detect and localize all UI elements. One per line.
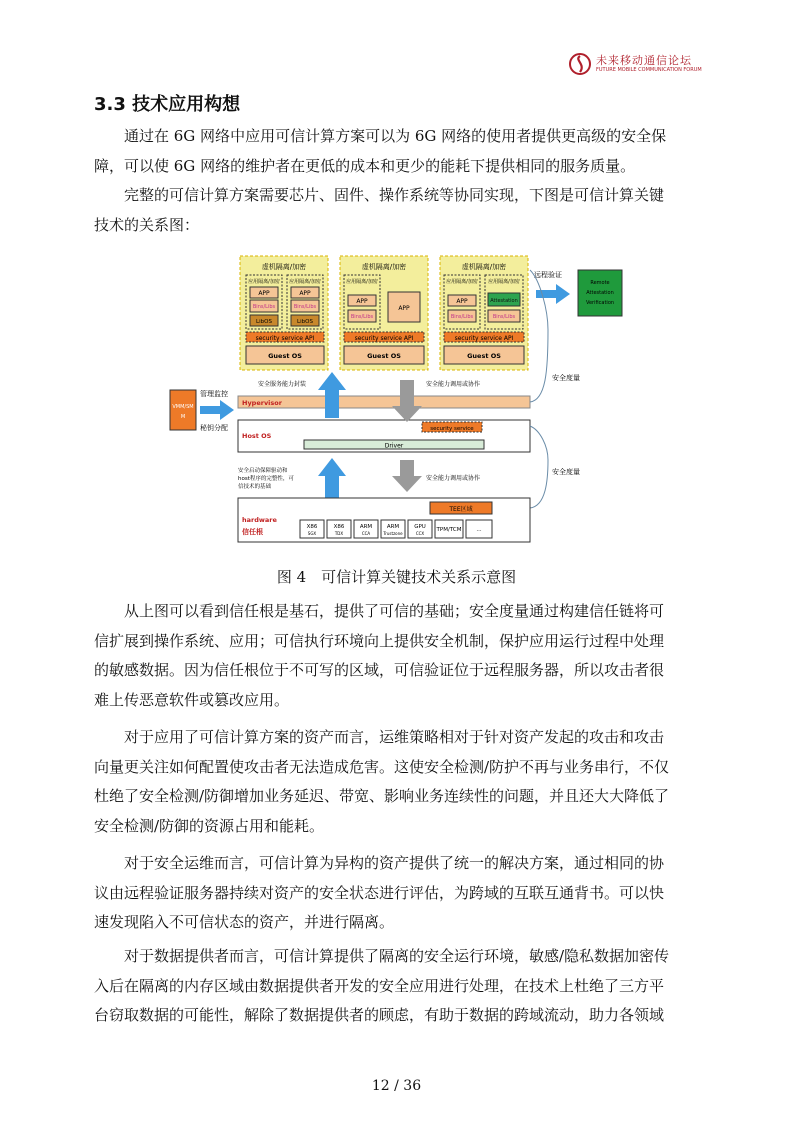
- app-label: APP: [258, 290, 270, 297]
- paragraph-3: [94, 597, 700, 715]
- page-number: 12 / 36: [371, 1078, 422, 1094]
- paragraph-line: 向量更关注如何配置使攻击者无法造成危害。这使安全检测/防护不再与业务串行，不仅: [94, 757, 670, 776]
- up-arrow-lower: [318, 458, 346, 500]
- vm-box-3: [440, 256, 528, 370]
- paragraph-line: 速发现陷入不可信状态的资产，并进行隔离。: [94, 913, 395, 931]
- vm-title: 虚机隔离/加密: [461, 263, 507, 271]
- paragraph-2: [94, 181, 700, 240]
- paragraph-line: 从上图可以看到信任根是基石，提供了可信的基础；安全度量通过构建信任链将可: [124, 602, 665, 620]
- measure-line-upper: [530, 270, 548, 402]
- app-label: APP: [456, 298, 468, 305]
- chip-name: X86: [306, 524, 318, 530]
- app-isolation-label: 应用隔离/加密: [446, 279, 478, 285]
- security-service-api: security service API: [255, 335, 315, 342]
- chip-name: X86: [333, 524, 345, 530]
- measure-line-lower: [530, 426, 548, 508]
- app-isolation-label: 应用隔离/加密: [346, 279, 378, 285]
- driver-label: Driver: [384, 442, 404, 450]
- paragraph-line: 对于应用了可信计算方案的资产而言，运维策略相对于针对资产发起的攻击和攻击: [124, 728, 665, 746]
- trusted-computing-diagram: [168, 250, 624, 546]
- logo-text-en: FUTURE MOBILE COMMUNICATION FORUM: [596, 67, 702, 73]
- tee-label: TEE区域: [449, 506, 473, 513]
- sec-call-label-lower: 安全能力调用或协作: [426, 475, 481, 482]
- boot-note-line: host程序的完整性，可: [238, 476, 294, 482]
- security-service-api: security service API: [354, 335, 414, 342]
- chip-sub: SGX: [307, 531, 317, 536]
- sec-measure-label-lower: 安全度量: [552, 468, 580, 476]
- vm-title: 虚机隔离/加密: [361, 263, 407, 271]
- hardware-label: hardware: [242, 516, 277, 524]
- remote-box-line: Remote: [590, 280, 610, 286]
- chip-name: ARM: [359, 524, 373, 530]
- logo-text-cn: 未来移动通信论坛: [596, 54, 692, 67]
- paragraph-1: [94, 122, 700, 181]
- vm-box-1: [240, 256, 328, 370]
- security-service-api: security service API: [454, 335, 514, 342]
- paragraph-6: [94, 942, 700, 1031]
- paragraph-line: 信扩展到操作系统、应用；可信执行环境向上提供安全机制，保护应用运行过程中处理: [94, 631, 665, 650]
- paragraph-line: 安全检测/防御的资源占用和能耗。: [94, 816, 325, 835]
- chip-sub: CCX: [415, 531, 425, 536]
- remote-box-line: Verification: [585, 300, 615, 306]
- down-arrow-lower: [392, 460, 422, 492]
- paragraph-line: 障，可以使 6G 网络的维护者在更低的成本和更少的能耗下提供相同的服务质量。: [94, 156, 636, 175]
- paragraph-line: 台窃取数据的可能性，解除了数据提供者的顾虑，有助于数据的跨域流动，助力各领域: [94, 1006, 665, 1024]
- boot-note-line: 安全启动保障驱动和: [238, 468, 288, 474]
- up-arrow-upper: [318, 372, 346, 418]
- paragraph-5: [94, 849, 700, 938]
- sec-measure-label: 安全度量: [552, 374, 580, 382]
- bins-libs-label: Bins/Libs: [252, 304, 276, 310]
- vm-title: 虚机隔离/加密: [261, 263, 307, 271]
- bins-libs-label: Bins/Libs: [492, 314, 516, 320]
- attestation-label: Attestation: [490, 298, 518, 304]
- vmm-box: [170, 390, 196, 430]
- forum-logo: [568, 52, 708, 80]
- hypervisor-label: Hypervisor: [242, 399, 282, 407]
- guest-os-label: Guest OS: [268, 352, 302, 360]
- paragraph-line: 对于安全运维而言，可信计算为异构的资产提供了统一的解决方案，通过相同的协: [124, 854, 665, 872]
- libos-label: LibOS: [256, 319, 272, 325]
- app-isolation-label: 应用隔离/加密: [248, 279, 280, 285]
- chip-name: TPM/TCM: [436, 527, 462, 533]
- mgmt-label: 管理监控: [200, 390, 228, 398]
- vmm-arrow: [200, 400, 234, 420]
- libos-label: LibOS: [297, 319, 313, 325]
- section-heading: 3.3 技术应用构想: [94, 94, 241, 115]
- paragraph-line: 入后在隔离的内存区域由数据提供者开发的安全应用进行处理，在技术上杜绝了三方平: [94, 976, 665, 995]
- remote-box-line: Attestation: [586, 290, 614, 296]
- vmm-label: M: [180, 414, 186, 420]
- remote-arrow: [536, 284, 570, 304]
- chip-sub: CCA: [361, 531, 371, 536]
- guest-os-label: Guest OS: [467, 352, 501, 360]
- paragraph-4: [94, 723, 700, 841]
- app-label: APP: [398, 305, 410, 312]
- vm-box-2: [340, 256, 428, 370]
- host-os-label: Host OS: [242, 432, 272, 440]
- app-label: APP: [356, 298, 368, 305]
- sec-wrap-label: 安全服务能力封装: [258, 381, 307, 388]
- paragraph-line: 杜绝了安全检测/防御增加业务延迟、带宽、影响业务连续性的问题，并且还大大降低了: [94, 787, 670, 805]
- sec-call-label: 安全能力调用或协作: [426, 381, 481, 388]
- chip-name: ...: [476, 527, 482, 533]
- forum-logo-icon: [568, 52, 592, 76]
- chip-row: [300, 520, 492, 538]
- trust-root-label: 信任根: [242, 528, 263, 536]
- paragraph-line: 议由远程验证服务器持续对资产的安全状态进行评估，为跨域的互联互通背书。可以快: [94, 883, 665, 902]
- guest-os-label: Guest OS: [367, 352, 401, 360]
- boot-note-line: 信技术的基础: [238, 484, 272, 490]
- paragraph-line: 通过在 6G 网络中应用可信计算方案可以为 6G 网络的使用者提供更高级的安全保: [124, 127, 667, 145]
- paragraph-line: 对于数据提供者而言，可信计算提供了隔离的安全运行环境，敏感/隐私数据加密传: [124, 947, 670, 965]
- paragraph-line: 完整的可信计算方案需要芯片、固件、操作系统等协同实现，下图是可信计算关键: [124, 186, 665, 204]
- app-label: APP: [299, 290, 311, 297]
- figure-caption: 图 4 可信计算关键技术关系示意图: [276, 568, 517, 586]
- app-isolation-label: 应用隔离/加密: [289, 279, 321, 285]
- security-service-label: security service: [430, 426, 474, 432]
- bins-libs-label: Bins/Libs: [293, 304, 317, 310]
- chip-name: ARM: [386, 524, 400, 530]
- bins-libs-label: Bins/Libs: [350, 314, 374, 320]
- app-isolation-label: 应用隔离/加密: [488, 279, 520, 285]
- chip-name: GPU: [414, 524, 426, 530]
- paragraph-line: 的敏感数据。因为信任根位于不可写的区域，可信验证位于远程服务器，所以攻击者很: [94, 661, 665, 679]
- vmm-label: VMM/SM: [172, 404, 194, 410]
- chip-sub: Trustzone: [383, 531, 403, 536]
- bins-libs-label: Bins/Libs: [450, 314, 474, 320]
- paragraph-line: 技术的关系图：: [94, 215, 200, 234]
- chip-sub: TDX: [334, 531, 344, 536]
- remote-verify-label: 远程验证: [534, 271, 562, 279]
- paragraph-line: 难上传恶意软件或篡改应用。: [94, 690, 290, 709]
- key-dist-label: 秘钥分配: [200, 424, 228, 432]
